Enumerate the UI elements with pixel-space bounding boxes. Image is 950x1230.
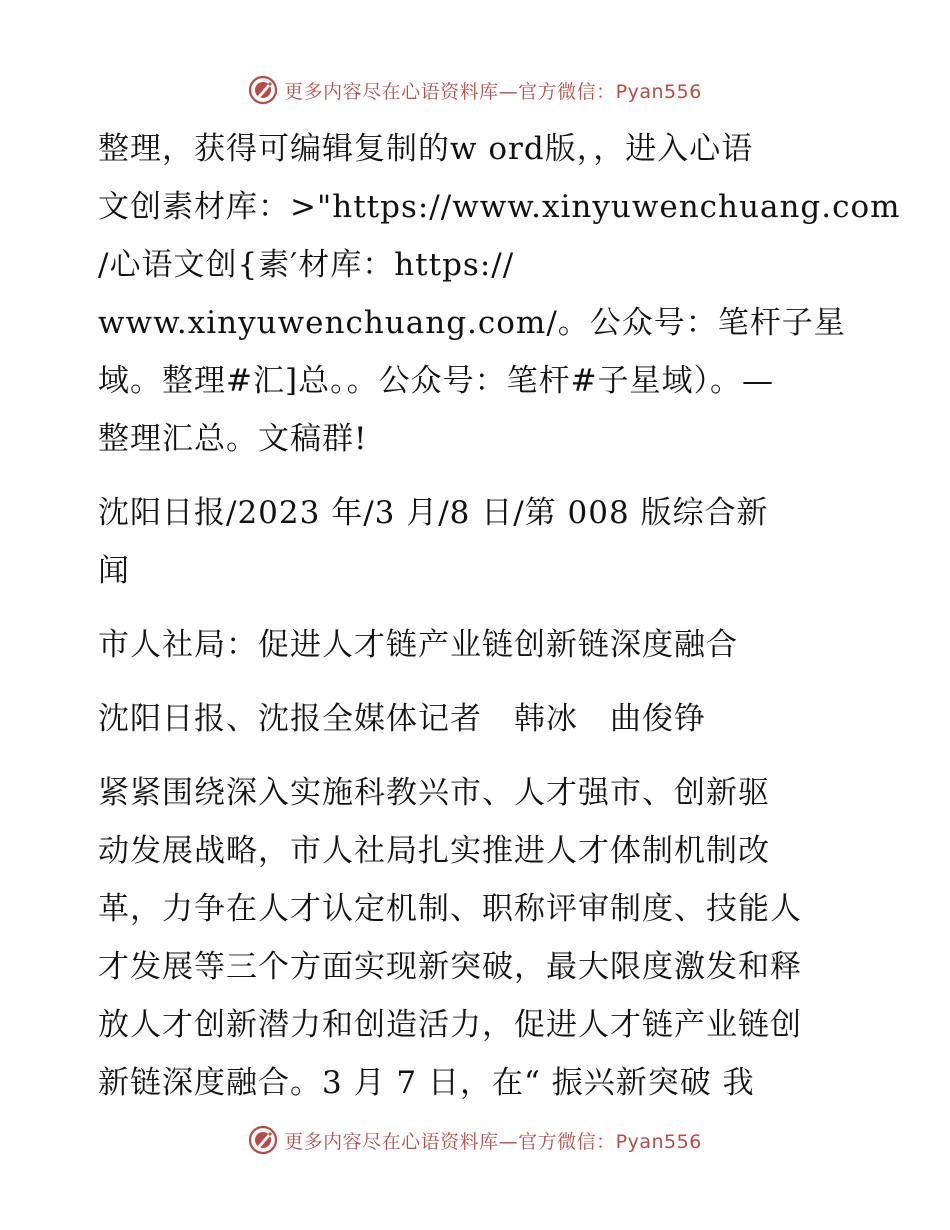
source-line-text: 闻 (98, 553, 130, 589)
headline-text: 市人社局：促进人才链产业链创新链深度融合 (98, 627, 738, 663)
header-banner (0, 70, 950, 110)
body-paragraph (98, 764, 858, 1112)
body-line: 才发展等三个方面实现新突破，最大限度激发和释 (98, 949, 802, 985)
byline (98, 690, 858, 748)
intro-line: /心语文创{素′材库：https:// (98, 247, 515, 283)
pen-logo-icon (248, 1125, 278, 1155)
document-body (98, 120, 901, 1112)
banner-wechat: 官方微信：Pyan556 (518, 1130, 702, 1153)
intro-line: 整理，获得可编辑复制的w ord版，，进入心语 (98, 131, 754, 167)
intro-line: www.xinyuwenchuang.com/。公众号：笔杆子星 (98, 305, 846, 341)
source-line-text: 沈阳日报/2023 年/3 月/8 日/第 008 版综合新 (98, 495, 769, 531)
intro-line: 域。整理#汇]总。。公众号：笔杆#子星域）。— (98, 363, 775, 399)
source-line (98, 484, 858, 600)
headline (98, 616, 858, 674)
intro-line: 文创素材库：>"https://www.xinyuwenchuang.com (98, 189, 901, 225)
intro-line: 整理汇总。文稿群! (98, 421, 368, 457)
banner-text: 更多内容尽在心语资料库—官方微信：Pyan556 (284, 80, 702, 103)
intro-paragraph (98, 120, 901, 468)
body-line: 紧紧围绕深入实施科教兴市、人才强市、创新驱 (98, 775, 770, 811)
banner-wechat: 官方微信：Pyan556 (518, 80, 702, 103)
body-line: 新链深度融合。3 月 7 日，在“ 振兴新突破 我 (98, 1065, 755, 1101)
body-line: 放人才创新潜力和创造活力，促进人才链产业链创 (98, 1007, 802, 1043)
pen-logo-icon (248, 75, 278, 105)
body-line: 革，力争在人才认定机制、职称评审制度、技能人 (98, 891, 802, 927)
byline-text: 沈阳日报、沈报全媒体记者 韩冰 曲俊铮 (98, 701, 706, 737)
footer-banner (0, 1120, 950, 1160)
banner-text: 更多内容尽在心语资料库—官方微信：Pyan556 (284, 1130, 702, 1153)
body-line: 动发展战略，市人社局扎实推进人才体制机制改 (98, 833, 770, 869)
